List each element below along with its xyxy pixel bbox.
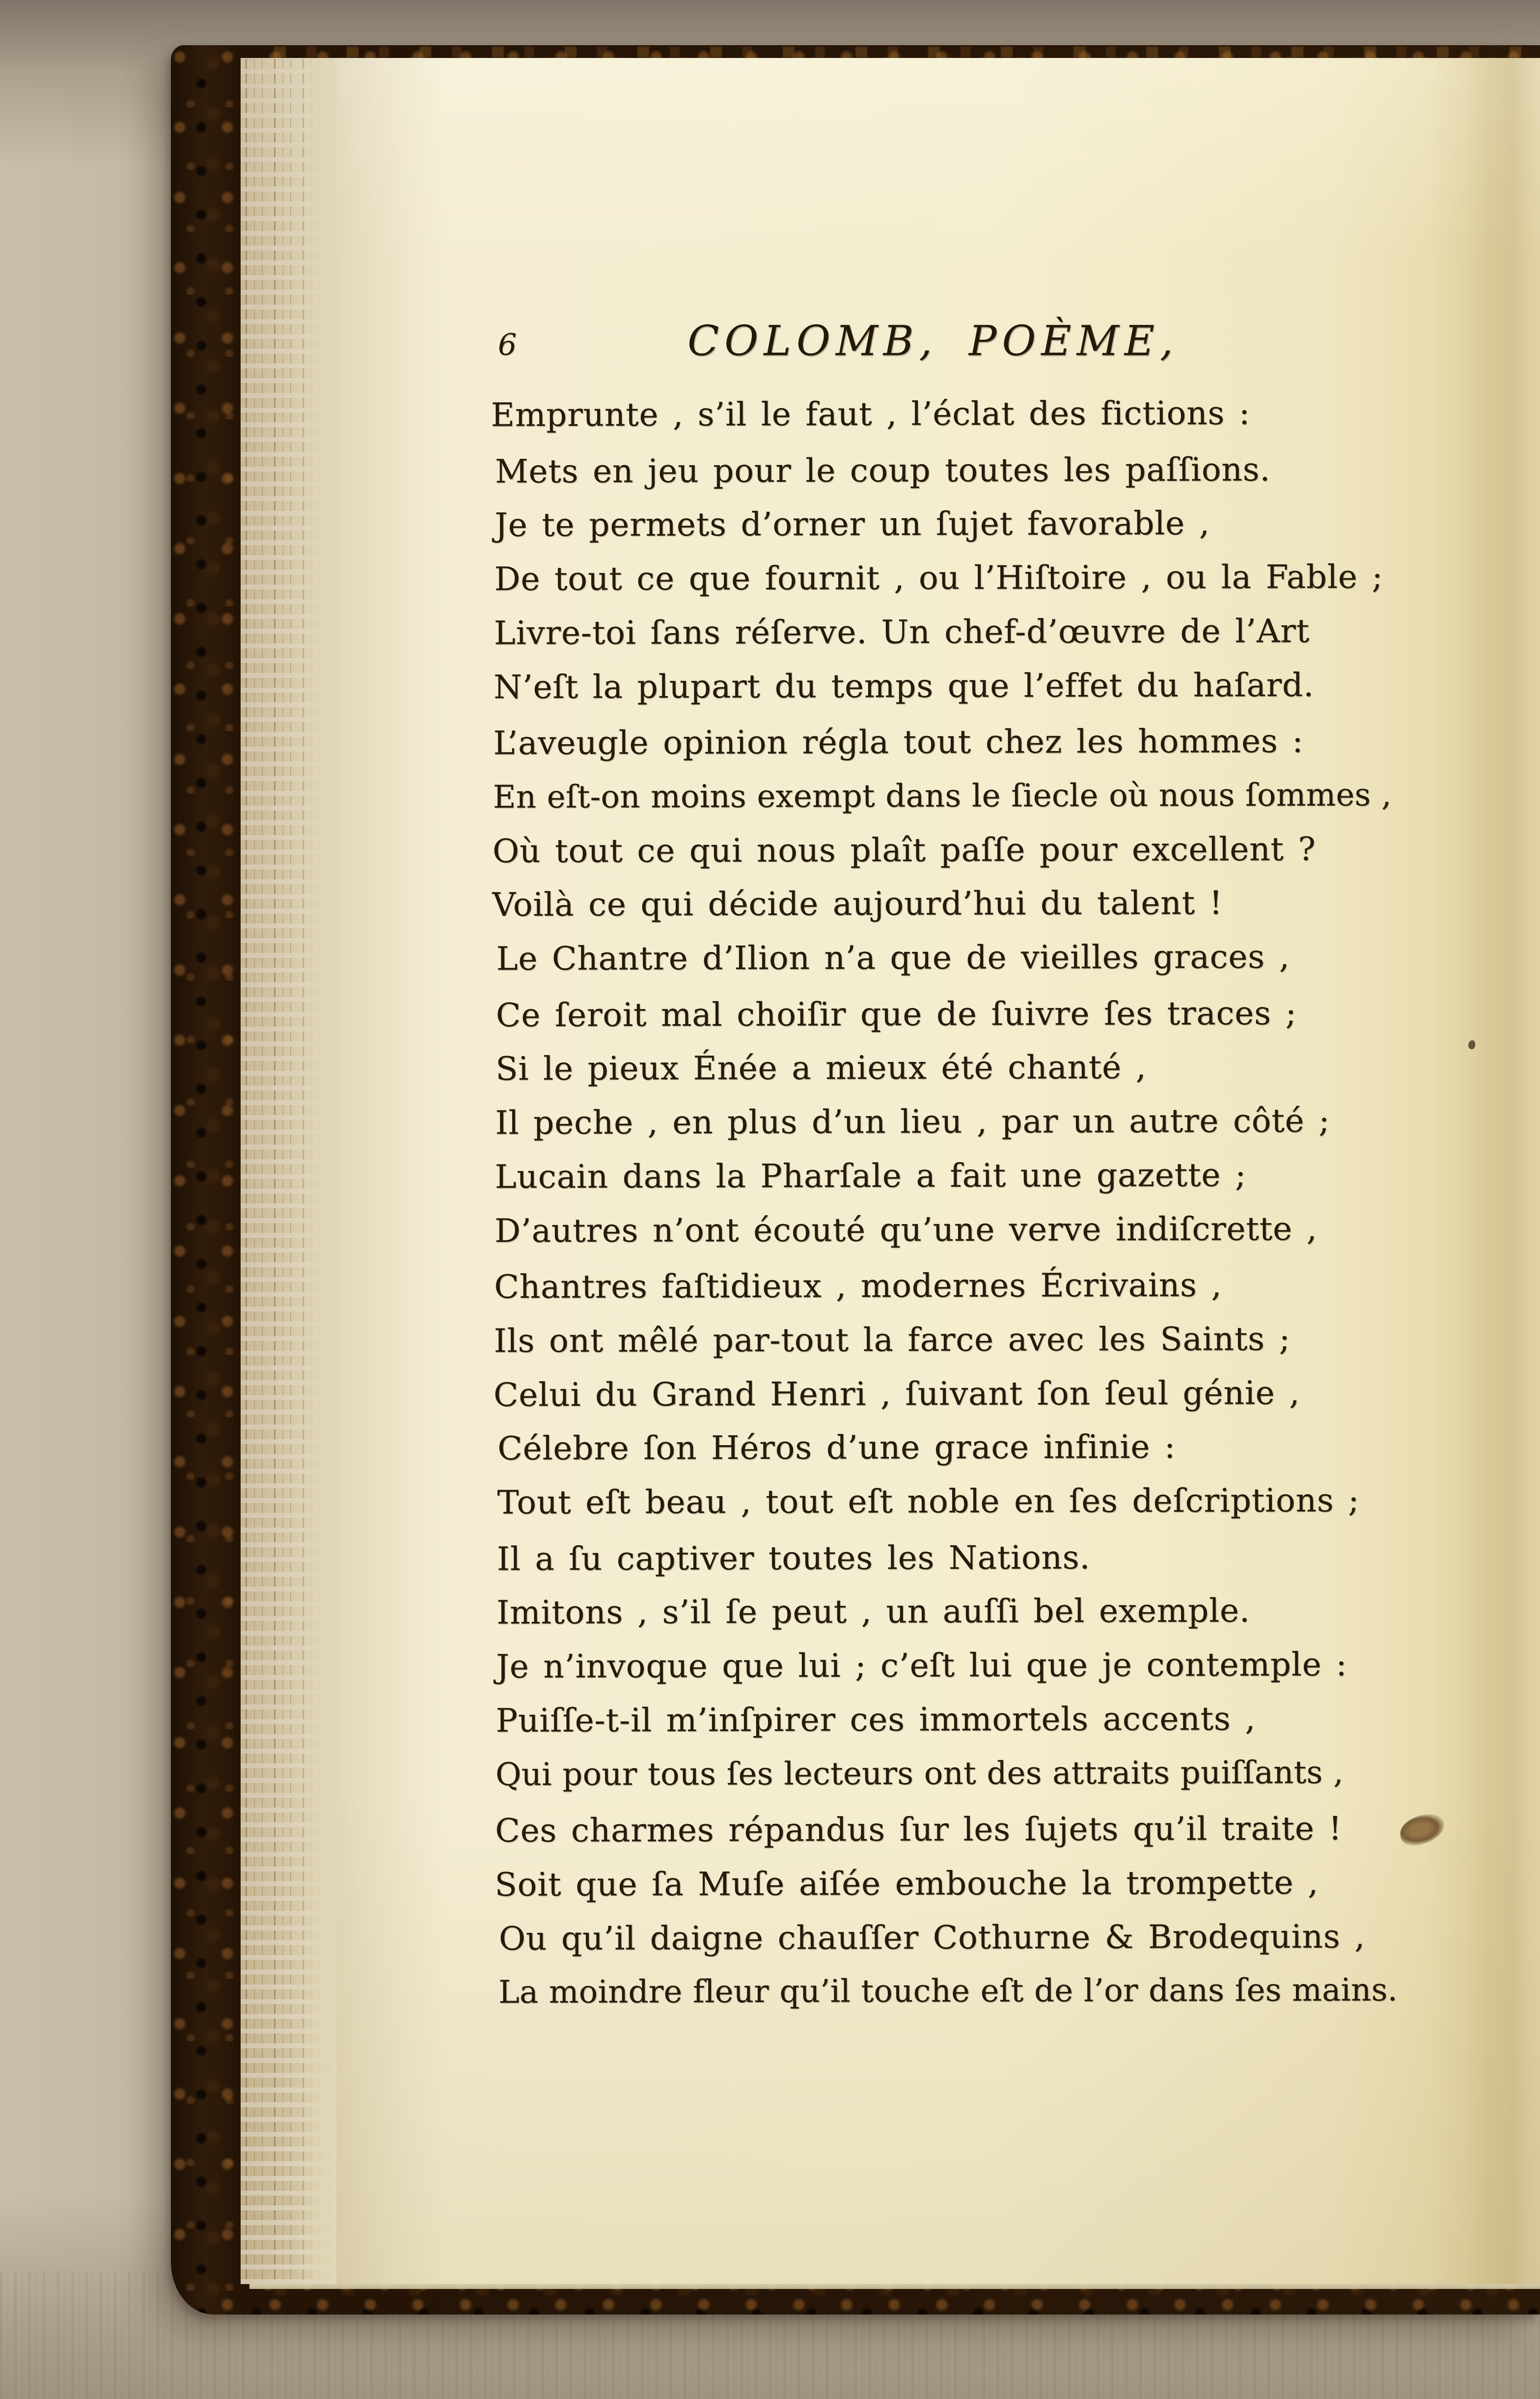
- poem-line: Célebre ſon Héros d’une grace infinie :: [497, 1428, 1176, 1468]
- poem-line: Chantres faſtidieux , modernes Écrivains ,: [494, 1266, 1222, 1306]
- book-page: [241, 58, 1540, 2284]
- running-title: COLOMB, POÈME,: [688, 317, 1179, 365]
- poem-line: Il a ſu captiver toutes les Nations.: [496, 1538, 1091, 1578]
- page-content: [491, 316, 1520, 2011]
- page-number: 6: [498, 328, 518, 362]
- poem-line: N’eſt la plupart du temps que l’effet du haſard.: [494, 666, 1314, 706]
- poem-line: Lucain dans la Pharſale a fait une gazette ;: [495, 1156, 1247, 1196]
- poem-line: Il peche , en plus d’un lieu , par un autre côté ;: [495, 1102, 1330, 1142]
- fore-edge-shadow: [1427, 58, 1540, 2284]
- poem-line: Celui du Grand Henri , ſuivant ſon ſeul génie ,: [493, 1373, 1300, 1414]
- gutter-shadow: [241, 58, 447, 2284]
- poem-line: Tout eſt beau , tout eſt noble en ſes deſcriptions ;: [497, 1481, 1360, 1522]
- poem-line: Ces charmes répandus ſur les ſujets qu’il traite !: [495, 1810, 1342, 1850]
- poem-line: Mets en jeu pour le coup toutes les paſſions.: [495, 450, 1271, 491]
- poem-line: Qui pour tous ſes lecteurs ont des attraits puiſſants ,: [495, 1754, 1344, 1793]
- poem-line: L’aveugle opinion régla tout chez les hommes :: [493, 722, 1304, 762]
- poem-line: D’autres n’ont écouté qu’une verve indiſcrette ,: [495, 1209, 1318, 1250]
- book-top-edge-gilt: [274, 47, 1540, 57]
- poem-line: Ou qu’il daigne chauſſer Cothurne & Brodequins ,: [498, 1917, 1366, 1958]
- poem-line: Ce ſeroit mal choiſir que de ſuivre ſes traces ;: [495, 994, 1297, 1034]
- book-cover-leather: [171, 45, 1540, 2315]
- poem-line: De tout ce que fournit , ou l’Hiſtoire , ou la Fable ;: [494, 558, 1383, 598]
- poem-line: Si le pieux Énée a mieux été chanté ,: [495, 1048, 1147, 1088]
- poem-line: Voilà ce qui décide aujourd’hui du talent !: [492, 884, 1223, 924]
- poem-line: Imitons , s’il ſe peut , un auſſi bel exemple.: [496, 1591, 1250, 1632]
- fly-speck: [1468, 1040, 1475, 1049]
- poem-line: Livre-toi ſans réſerve. Un chef-d’œuvre de l’Art: [494, 612, 1310, 652]
- poem-line: Le Chantre d’Ilion n’a que de vieilles graces ,: [496, 938, 1290, 978]
- poem-line: Emprunte , s’il le faut , l’éclat des fictions :: [491, 394, 1251, 434]
- poem-line: La moindre fleur qu’il touche eſt de l’or dans ſes mains.: [498, 1972, 1398, 2011]
- page-header: [495, 316, 1520, 390]
- poem-line: Ils ont mêlé par-tout la farce avec les Saints ;: [494, 1320, 1291, 1360]
- poem-line: Où tout ce qui nous plaît paſſe pour excellent ?: [493, 830, 1316, 870]
- poem-line: En eſt-on moins exempt dans le ſiecle où nous ſommes ,: [493, 777, 1392, 816]
- poem: [493, 387, 1397, 2021]
- poem-line: Je te permets d’orner un ſujet favorable ,: [495, 504, 1210, 544]
- poem-line: Puiſſe-t-il m’inſpirer ces immortels accents ,: [495, 1700, 1256, 1740]
- poem-line: Soit que ſa Muſe aiſée embouche la trompette ,: [495, 1863, 1319, 1904]
- poem-line: Je n’invoque que lui ; c’eſt lui que je contemple :: [496, 1646, 1348, 1686]
